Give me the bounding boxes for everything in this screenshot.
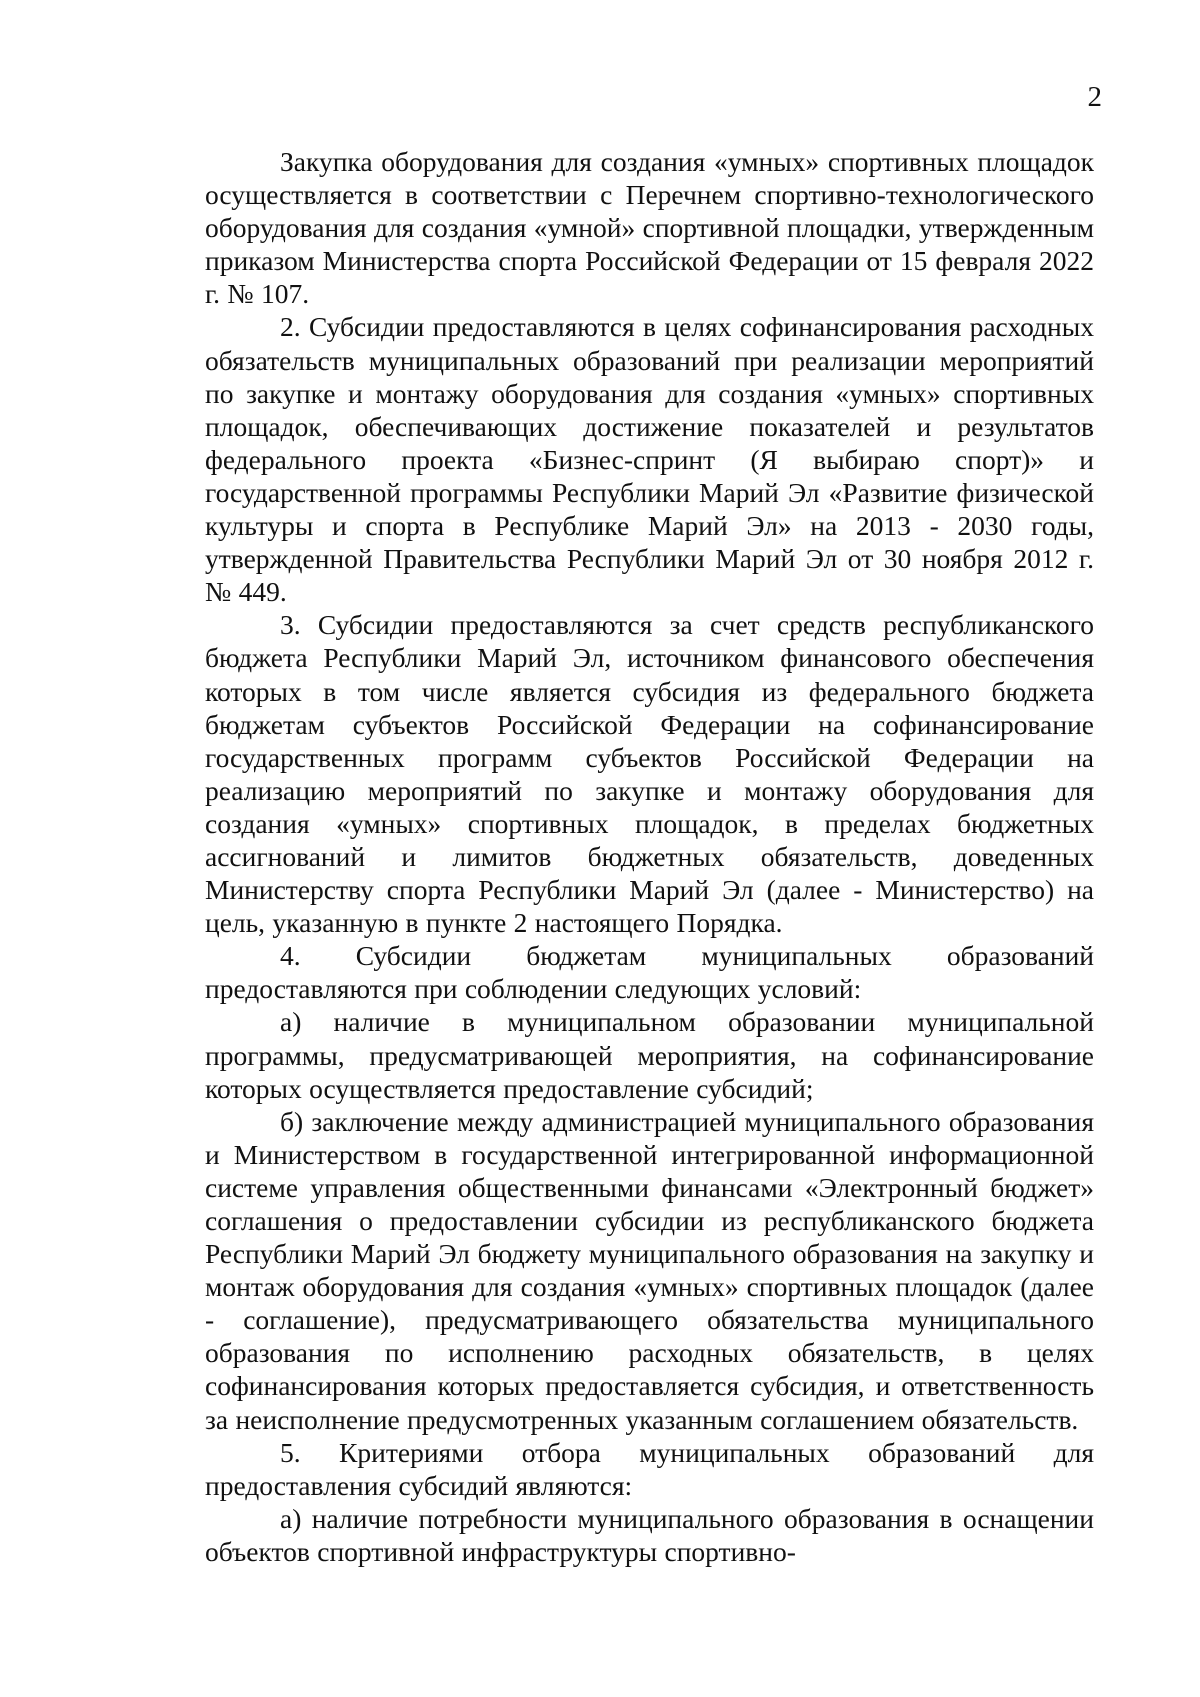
page-number: 2 (1087, 81, 1102, 113)
paragraph-5a: а) наличие потребности муниципального образования в оснащении объектов спортивной инфраструктуры спортивно- (205, 1502, 1094, 1567)
paragraph-5-criteria: 5. Критериями отбора муниципальных образований для предоставления субсидий являются: (205, 1436, 1094, 1501)
paragraph-4b: б) заключение между администрацией муниципального образования и Министерством в государственной интегрированной информационной системе управления общественными финансами «Электронный бюджет» соглашения о предоставлении субсидии из республиканского бюджета Республики Марий Эл бюджету муниципального образования на закупку и монтаж оборудования для создания «умных» спортивных площадок (далее - соглашение), предусматривающего обязательства муниципального образования по исполнению расходных обязательств, в целях софинансирования которых предоставляется субсидия, и ответственность за неисполнение предусмотренных указанным соглашением обязательств. (205, 1105, 1094, 1435)
paragraph-4-conditions: 4. Субсидии бюджетам муниципальных образований предоставляются при соблюдении следующих условий: (205, 940, 1094, 1005)
paragraph-procurement: Закупка оборудования для создания «умных» спортивных площадок осуществляется в соответствии с Перечнем спортивно-технологического оборудования для создания «умной» спортивной площадки, утвержденным приказом Министерства спорта Российской Федерации от 15 февраля 2022 г. № 107. (205, 146, 1094, 310)
document-body (205, 145, 1094, 1568)
paragraph-4a: а) наличие в муниципальном образовании муниципальной программы, предусматривающей мероприятия, на софинансирование которых осуществляется предоставление субсидий; (205, 1006, 1094, 1104)
paragraph-3-funding: 3. Субсидии предоставляются за счет средств республиканского бюджета Республики Марий Эл, источником финансового обеспечения которых в том числе является субсидия из федерального бюджета бюджетам субъектов Российской Федерации на софинансирование государственных программ субъектов Российской Федерации на реализацию мероприятий по закупке и монтажу оборудования для создания «умных» спортивных площадок, в пределах бюджетных ассигнований и лимитов бюджетных обязательств, доведенных Министерству спорта Республики Марий Эл (далее - Министерство) на цель, указанную в пункте 2 настоящего Порядка. (205, 609, 1094, 939)
paragraph-2-purpose: 2. Субсидии предоставляются в целях софинансирования расходных обязательств муниципальных образований при реализации мероприятий по закупке и монтажу оборудования для создания «умных» спортивных площадок, обеспечивающих достижение показателей и результатов федерального проекта «Бизнес-спринт (Я выбираю спорт)» и государственной программы Республики Марий Эл «Развитие физической культуры и спорта в Республике Марий Эл» на 2013 - 2030 годы, утвержденной Правительства Республики Марий Эл от 30 ноября 2012 г. № 449. (205, 311, 1094, 608)
